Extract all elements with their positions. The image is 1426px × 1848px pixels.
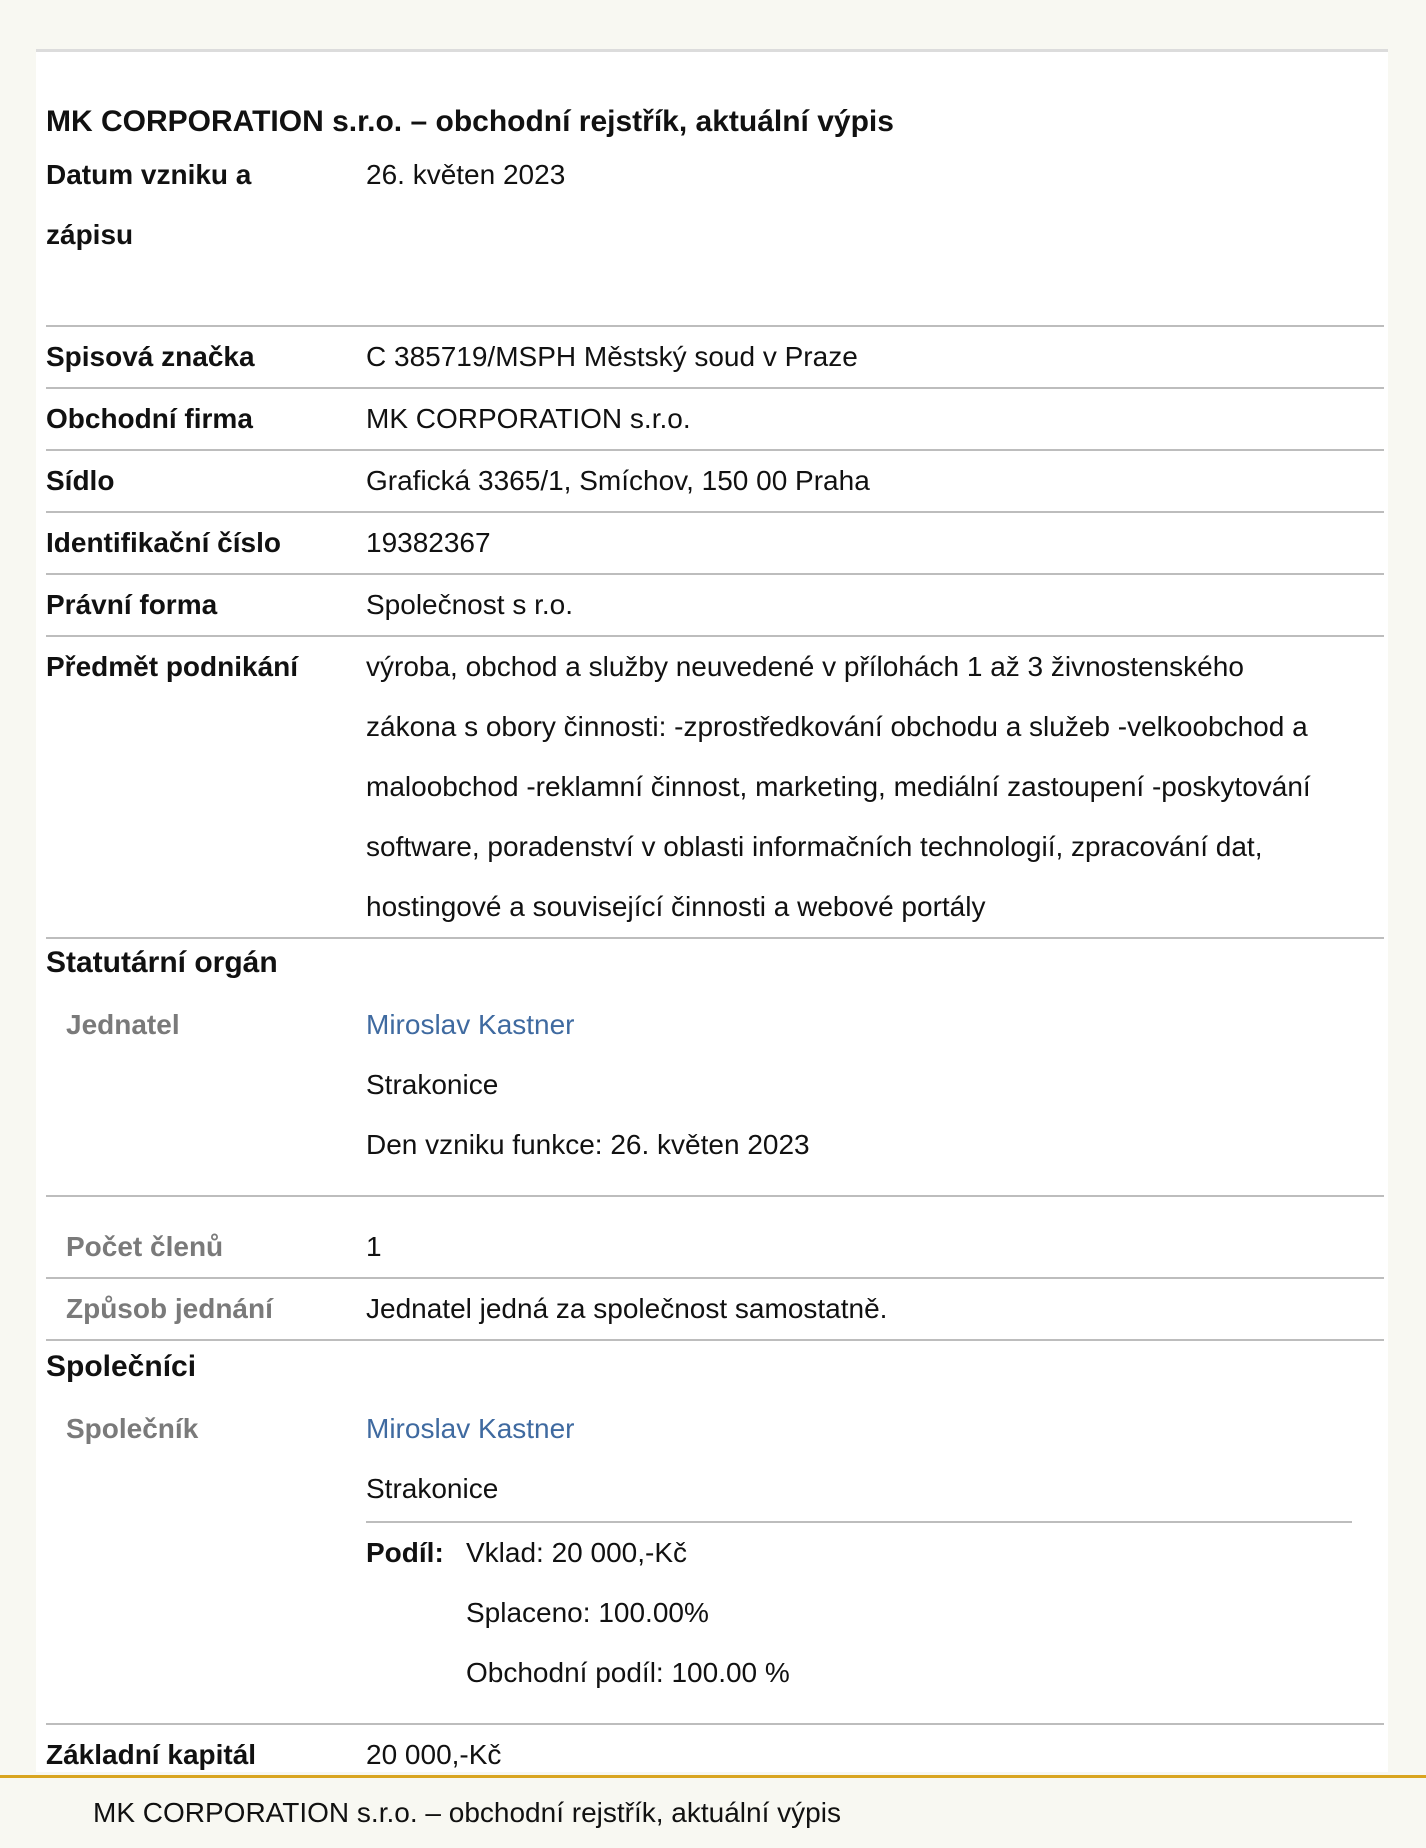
director-name-link[interactable]: Miroslav Kastner (366, 1009, 575, 1040)
business-scope-label: Předmět podnikání (46, 651, 299, 682)
id-number-value: 19382367 (366, 527, 491, 558)
legal-form-label: Právní forma (46, 589, 218, 620)
row-member-count (46, 1197, 1384, 1279)
row-file-number (46, 327, 1384, 389)
seat-value: Grafická 3365/1, Smíchov, 150 00 Praha (366, 465, 870, 496)
business-scope-value: výroba, obchod a služby neuvedené v přílohách 1 až 3 živnostenského zákona s obory činnosti: -zprostředkování obchodu a služeb -velkoobchod a maloobchod -reklamní činnost, marketing, mediální zastoupení -poskytování software, poradenství v oblasti informačních technologií, zpracování dat, hostingové a související činnosti a webové portály (366, 651, 1311, 922)
partner-details (366, 1399, 1384, 1519)
row-seat (46, 451, 1384, 513)
member-count-label: Počet členů (66, 1231, 224, 1262)
id-number-label: Identifikační číslo (46, 527, 281, 558)
founding-label: Datum vzniku a zápisu (46, 159, 252, 250)
partner-label: Společník (66, 1413, 199, 1444)
row-director (46, 995, 1384, 1197)
share-label: Podíl: (366, 1537, 444, 1568)
company-name-label: Obchodní firma (46, 403, 253, 434)
row-founding-date (46, 145, 1384, 327)
share-deposit: Vklad: 20 000,-Kč (466, 1537, 688, 1568)
file-number-label: Spisová značka (46, 341, 255, 372)
row-acting-method (46, 1279, 1384, 1341)
row-company-name (46, 389, 1384, 451)
acting-method-value: Jednatel jedná za společnost samostatně. (366, 1293, 888, 1324)
director-city: Strakonice (366, 1069, 499, 1100)
share-business-share: Obchodní podíl: 100.00 % (466, 1657, 790, 1688)
row-id-number (46, 513, 1384, 575)
company-name-value: MK CORPORATION s.r.o. (366, 403, 691, 434)
director-details (366, 995, 1384, 1175)
director-function-start: Den vzniku funkce: 26. květen 2023 (366, 1129, 810, 1160)
partners-section-title: Společníci (46, 1350, 197, 1383)
partner-name-link[interactable]: Miroslav Kastner (366, 1413, 575, 1444)
page-title: MK CORPORATION s.r.o. – obchodní rejstřík, aktuální výpis (46, 105, 894, 138)
row-partner (46, 1399, 1384, 1725)
statutory-section-title: Statutární orgán (46, 946, 278, 979)
file-number-value: C 385719/MSPH Městský soud v Praze (366, 341, 858, 372)
legal-form-value: Společnost s r.o. (366, 589, 574, 620)
partner-city: Strakonice (366, 1473, 499, 1504)
registry-extract (36, 52, 1388, 1772)
row-legal-form (46, 575, 1384, 637)
share-paid: Splaceno: 100.00% (466, 1597, 709, 1628)
seat-label: Sídlo (46, 465, 115, 496)
founding-value: 26. květen 2023 (366, 159, 566, 190)
footer (0, 1778, 1426, 1848)
acting-method-label: Způsob jednání (66, 1293, 273, 1324)
row-business-scope (46, 637, 1384, 939)
capital-value: 20 000,-Kč (366, 1739, 502, 1770)
director-label: Jednatel (66, 1009, 180, 1040)
footer-text: MK CORPORATION s.r.o. – obchodní rejstřík, aktuální výpis (93, 1797, 841, 1828)
capital-label: Základní kapitál (46, 1739, 257, 1770)
share-values (466, 1523, 790, 1703)
member-count-value: 1 (366, 1231, 382, 1262)
